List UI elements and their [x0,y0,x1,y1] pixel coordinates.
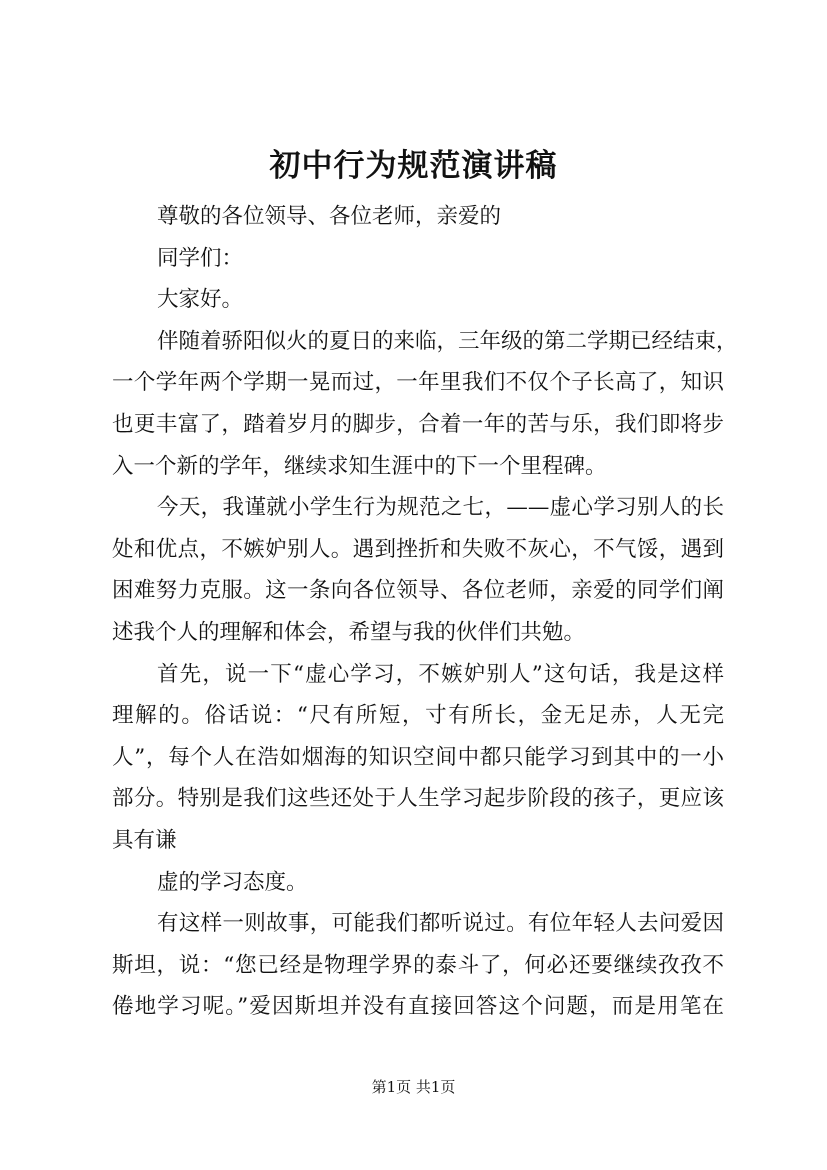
body-line: 虚的学习态度。 [157,869,308,895]
body-line: 尊敬的各位领导、各位老师，亲爱的 [157,204,502,229]
body-line: 处和优点，不嫉妒别人。遇到挫折和失败不灰心，不气馁，遇到 [112,536,724,562]
body-line: 具有谦 [112,827,177,853]
document-body [112,196,738,1028]
body-line: 伴随着骄阳似火的夏日的来临，三年级的第二学期已经结束， [157,328,738,354]
body-line: 入一个新的学年，继续求知生涯中的下一个里程碑。 [112,453,607,479]
body-line: 同学们： [157,245,244,271]
page-footer: 第1页 共1页 [371,1078,456,1096]
body-line: 一个学年两个学期一晃而过，一年里我们不仅个子长高了，知识 [112,370,724,396]
body-line: 有这样一则故事，可能我们都听说过。有位年轻人去问爱因 [157,911,724,937]
body-line: 理解的。俗话说：“尺有所短，寸有所长，金无足赤，人无完 [112,703,724,729]
body-line: 部分。特别是我们这些还处于人生学习起步阶段的孩子，更应该 [112,786,724,812]
body-line: 也更丰富了，踏着岁月的脚步，合着一年的苦与乐，我们即将步 [112,411,724,437]
body-line: 今天，我谨就小学生行为规范之七，——虚心学习别人的长 [157,495,724,521]
body-line: 人”，每个人在浩如烟海的知识空间中都只能学习到其中的一小 [112,744,724,770]
body-line: 斯坦，说：“您已经是物理学界的泰斗了，何必还要继续孜孜不 [112,952,724,978]
document-title: 初中行为规范演讲稿 [269,148,558,184]
body-line: 大家好。 [157,287,244,313]
body-line: 首先，说一下“虚心学习，不嫉妒别人”这句话，我是这样 [157,661,724,687]
body-line: 困难努力克服。这一条向各位领导、各位老师，亲爱的同学们阐 [112,578,724,604]
body-line: 倦地学习呢。”爱因斯坦并没有直接回答这个问题，而是用笔在 [112,994,724,1020]
body-line: 述我个人的理解和体会，希望与我的伙伴们共勉。 [112,619,586,645]
